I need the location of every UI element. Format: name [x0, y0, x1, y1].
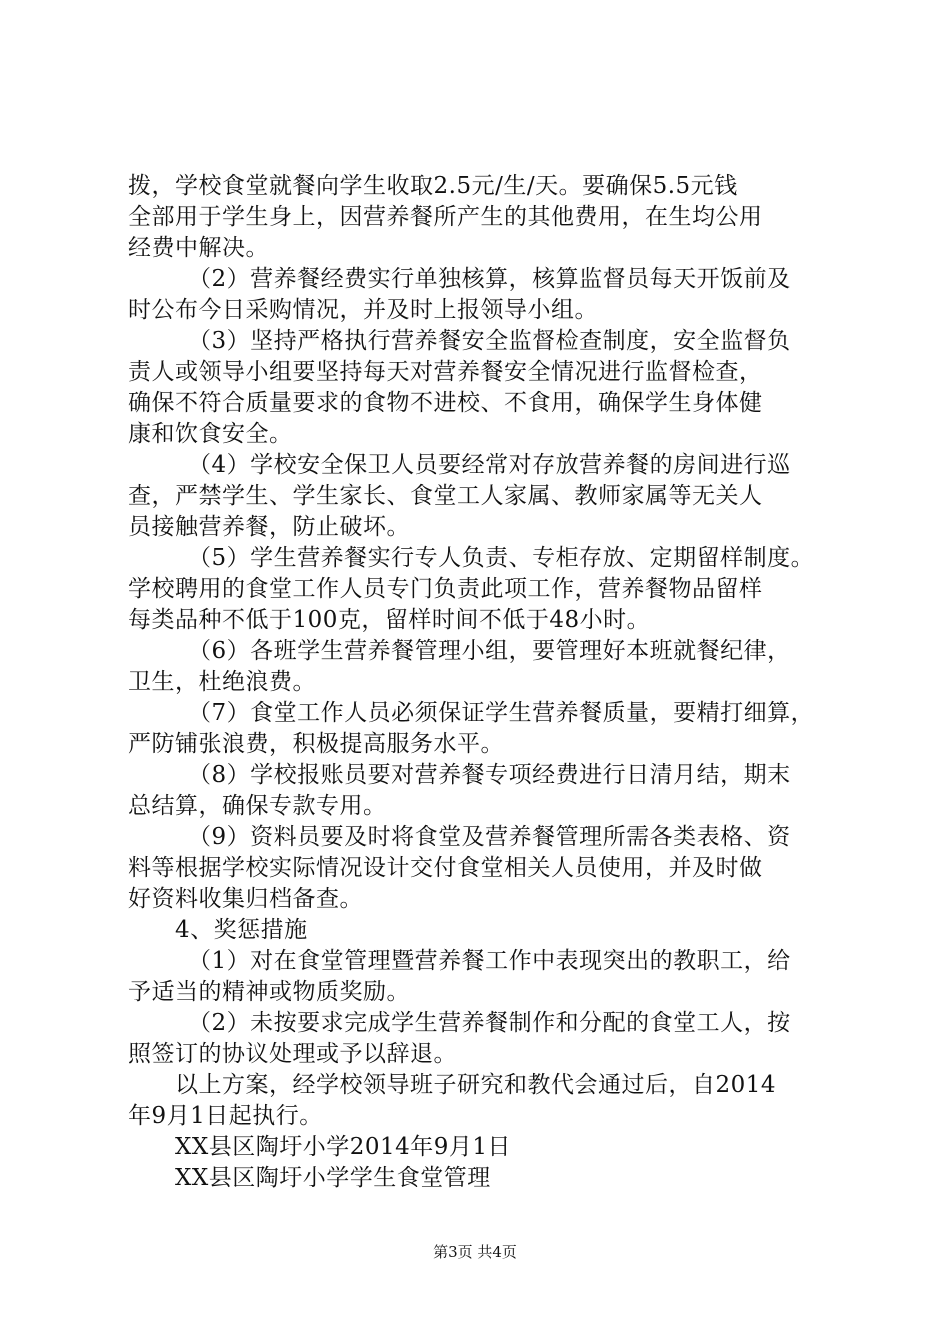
text-line: 经费中解决。 — [128, 235, 269, 261]
text-line: 料等根据学校实际情况设计交付食堂相关人员使用，并及时做 — [128, 855, 763, 881]
text-line: 责人或领导小组要坚持每天对营养餐安全情况进行监督检查， — [128, 359, 763, 385]
text-line: 4、奖惩措施 — [175, 917, 308, 943]
text-line: 予适当的精神或物质奖励。 — [128, 979, 410, 1005]
text-line: 拨，学校食堂就餐向学生收取2.5元/生/天。要确保5.5元钱 — [128, 173, 738, 199]
text-line: 总结算，确保专款专用。 — [128, 793, 387, 819]
text-line: （6）各班学生营养餐管理小组，要管理好本班就餐纪律， — [188, 638, 791, 664]
text-line: （2）未按要求完成学生营养餐制作和分配的食堂工人，按 — [188, 1010, 791, 1036]
text-line: 卫生，杜绝浪费。 — [128, 669, 316, 695]
text-line: 学校聘用的食堂工作人员专门负责此项工作，营养餐物品留样 — [128, 576, 763, 602]
text-line: 年9月1日起执行。 — [128, 1103, 323, 1129]
text-line: （7）食堂工作人员必须保证学生营养餐质量，要精打细算， — [188, 700, 815, 726]
text-line: （9）资料员要及时将食堂及营养餐管理所需各类表格、资 — [188, 824, 791, 850]
text-line: （2）营养餐经费实行单独核算，核算监督员每天开饭前及 — [188, 266, 791, 292]
text-line: （3）坚持严格执行营养餐安全监督检查制度，安全监督负 — [188, 328, 791, 354]
text-line: （4）学校安全保卫人员要经常对存放营养餐的房间进行巡 — [188, 452, 791, 478]
text-line: 以上方案，经学校领导班子研究和教代会通过后，自2014 — [175, 1072, 777, 1098]
text-line: 每类品种不低于100克，留样时间不低于48小时。 — [128, 607, 651, 633]
page-footer: 第3页 共4页 — [433, 1243, 517, 1261]
text-line: 员接触营养餐，防止破坏。 — [128, 514, 410, 540]
text-line: 确保不符合质量要求的食物不进校、不食用，确保学生身体健 — [128, 390, 763, 416]
text-line: 康和饮食安全。 — [128, 421, 293, 447]
text-line: 照签订的协议处理或予以辞退。 — [128, 1041, 457, 1067]
text-line: XX县区陶圩小学学生食堂管理 — [175, 1165, 491, 1191]
text-line: 好资料收集归档备查。 — [128, 886, 363, 912]
text-line: （5）学生营养餐实行专人负责、专柜存放、定期留样制度。 — [188, 545, 815, 571]
text-line: 严防铺张浪费，积极提高服务水平。 — [128, 731, 504, 757]
text-line: 查，严禁学生、学生家长、食堂工人家属、教师家属等无关人 — [128, 483, 763, 509]
document-body — [128, 171, 840, 1194]
text-line: XX县区陶圩小学2014年9月1日 — [175, 1134, 512, 1160]
text-line: （1）对在食堂管理暨营养餐工作中表现突出的教职工，给 — [188, 948, 791, 974]
text-line: 时公布今日采购情况，并及时上报领导小组。 — [128, 297, 598, 323]
text-line: 全部用于学生身上，因营养餐所产生的其他费用，在生均公用 — [128, 204, 763, 230]
text-line: （8）学校报账员要对营养餐专项经费进行日清月结，期末 — [188, 762, 791, 788]
